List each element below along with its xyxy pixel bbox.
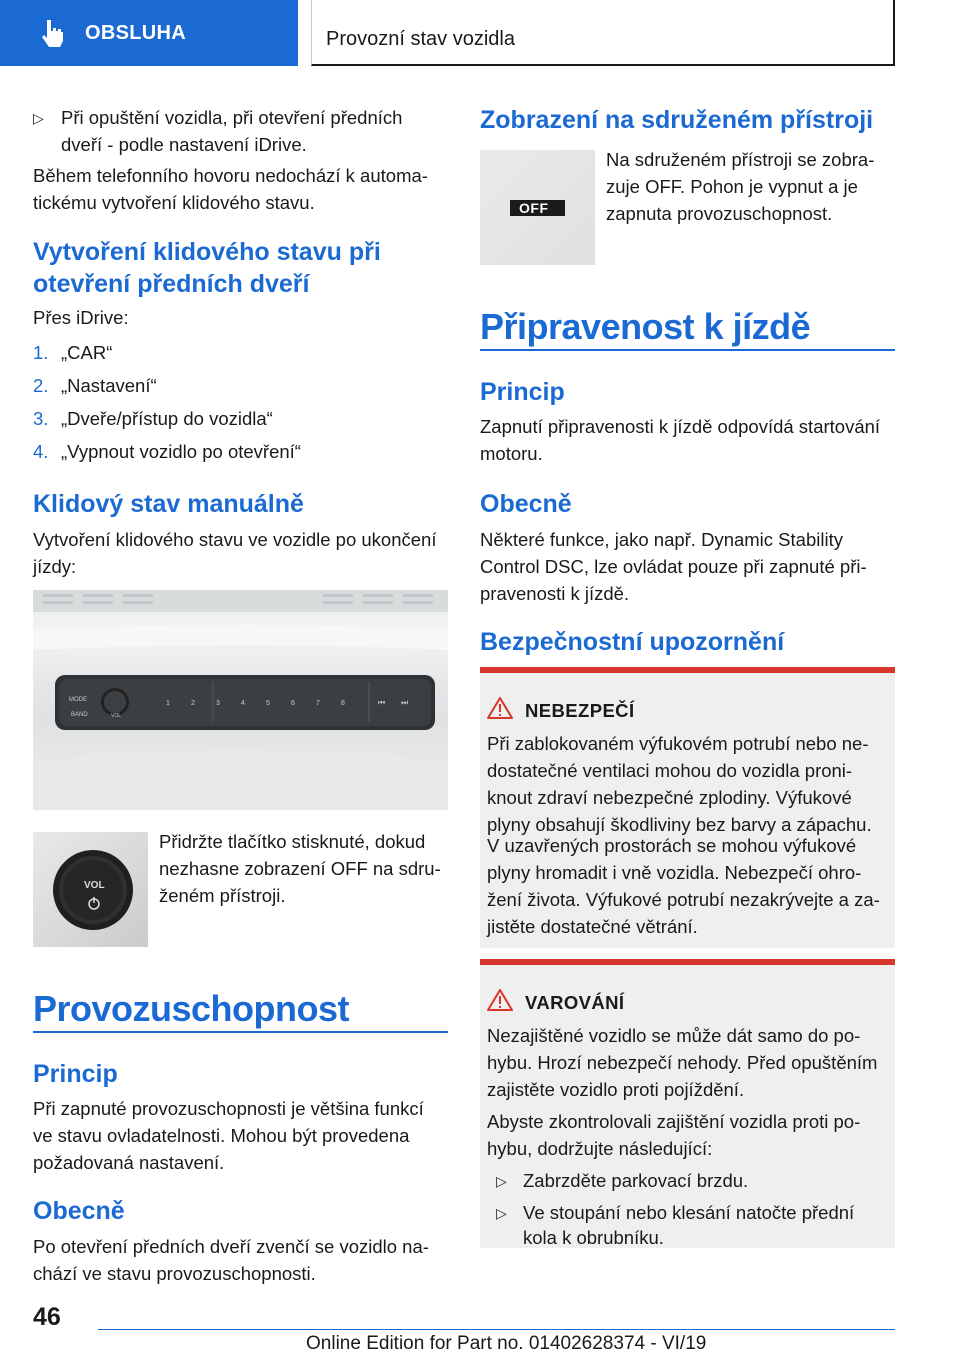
bullet-text-line: Ve stoupání nebo klesání natočte přední (523, 1202, 855, 1223)
bullet-text-line: Zabrzděte parkovací brzdu. (523, 1170, 749, 1191)
notice-text-line: žení života. Výfukové potrubí nezakrývejte a za‐ (487, 889, 880, 910)
notice-text-line: Nezajištěné vozidlo se může dát samo do po‐ (487, 1025, 861, 1046)
next-track-icon: ⏭ (401, 698, 409, 707)
chapter-heading: Provozuschopnost (33, 988, 350, 1029)
section-heading: Obecně (480, 490, 572, 518)
page-number: 46 (33, 1303, 61, 1331)
paragraph-line: Při zapnuté provozuschopnosti je většina funkcí (33, 1098, 424, 1119)
step-text: „Nastavení“ (61, 375, 157, 396)
paragraph-line: Control DSC, lze ovládat pouze při zapnuté při‐ (480, 556, 867, 577)
hand-pointer-icon (38, 18, 66, 48)
warning-title: VAROVÁNÍ (525, 992, 625, 1013)
paragraph-line: Během telefonního hovoru nedochází k automa‐ (33, 165, 428, 186)
footer-edition: Online Edition for Part no. 01402628374 - VI/19 (306, 1333, 707, 1354)
vol-knob-label: VOL (111, 713, 122, 719)
notice-text-line: Abyste zkontrolovali zajištění vozidla proti po‐ (487, 1111, 861, 1132)
triangle-bullet-icon: ▷ (496, 1173, 507, 1189)
notice-text-line: jistěte dostatečné větrání. (487, 916, 698, 937)
page-title: Provozní stav vozidla (326, 28, 515, 50)
step-text: „Dveře/přístup do vozidla“ (61, 408, 273, 429)
paragraph-line: Některé funkce, jako např. Dynamic Stability (480, 529, 843, 550)
section-heading: otevření předních dveří (33, 270, 310, 298)
paragraph-line: chází ve stavu provozuschopnosti. (33, 1263, 316, 1284)
bullet-text-line: dveří - podle nastavení iDrive. (61, 134, 307, 155)
chapter-rule (33, 1031, 448, 1033)
notice-text-line: dostatečné ventilaci mohou do vozidla proni‐ (487, 760, 853, 781)
paragraph-line: požadovaná nastavení. (33, 1152, 225, 1173)
preset-key-label: 5 (266, 700, 270, 707)
paragraph-line: zuje OFF. Pohon je vypnut a je (606, 176, 858, 197)
paragraph-line: Vytvoření klidového stavu ve vozidle po ukončení (33, 529, 437, 550)
bullet-text-line: kola k obrubníku. (523, 1227, 664, 1248)
vol-knob-label: VOL (84, 880, 105, 891)
paragraph-line: motoru. (480, 443, 543, 464)
paragraph-line: jízdy: (33, 556, 77, 577)
notice-text-line: hybu, dodržujte následující: (487, 1138, 713, 1159)
notice-text-line: plyny obsahují škodliviny bez barvy a zápachu. (487, 814, 872, 835)
step-text: „Vypnout vozidlo po otevření“ (61, 441, 301, 462)
section-heading: Bezpečnostní upozornění (480, 628, 785, 656)
notice-text-line: knout zdraví nebezpečné zplodiny. Výfukové (487, 787, 852, 808)
bullet-text-line: Při opuštění vozidla, při otevření předních (61, 107, 403, 128)
preset-key-label: 8 (341, 700, 345, 707)
preset-key-label: 4 (241, 700, 245, 707)
section-heading: Obecně (33, 1197, 125, 1225)
step-number: 3. (33, 408, 49, 429)
preset-key-label: 6 (291, 700, 295, 707)
previous-track-icon: ⏮ (378, 698, 386, 707)
notice-text-line: V uzavřených prostorách se mohou výfukové (487, 835, 857, 856)
preset-key-label: 7 (316, 700, 320, 707)
section-tab-label: OBSLUHA (85, 22, 186, 44)
paragraph-line: ženém přístroji. (159, 885, 286, 906)
triangle-bullet-icon: ▷ (496, 1205, 507, 1221)
section-heading: Princip (480, 378, 565, 406)
step-number: 1. (33, 342, 49, 363)
paragraph-line: nezhasne zobrazení OFF na sdru‐ (159, 858, 441, 879)
paragraph-line: Zapnutí připravenosti k jízdě odpovídá startování (480, 416, 881, 437)
warning-triangle-icon (487, 697, 513, 719)
paragraph-line: zapnuta provozuschopnost. (606, 203, 833, 224)
danger-title: NEBEZPEČÍ (525, 700, 635, 721)
volume-knob-photo (33, 832, 148, 947)
chapter-heading: Připravenost k jízdě (480, 306, 811, 347)
triangle-bullet-icon: ▷ (33, 110, 44, 126)
preset-key-label: 1 (166, 700, 170, 707)
notice-text-line: hybu. Hrozí nebezpečí nehody. Před opuštěním (487, 1052, 878, 1073)
section-tab[interactable] (0, 0, 298, 66)
paragraph-line: Přidržte tlačítko stisknuté, dokud (159, 831, 426, 852)
mode-button-label: MODE (69, 697, 87, 703)
section-heading: Klidový stav manuálně (33, 490, 304, 518)
paragraph-line: Na sdruženém přístroji se zobra‐ (606, 149, 875, 170)
page-header (311, 0, 895, 66)
step-number: 4. (33, 441, 49, 462)
paragraph-line: ve stavu ovladatelnosti. Mohou být provedena (33, 1125, 410, 1146)
cluster-off-photo (480, 150, 595, 265)
warning-triangle-icon (487, 989, 513, 1011)
notice-text-line: zajistěte vozidlo proti pojíždění. (487, 1079, 745, 1100)
preset-key-label: 3 (216, 700, 220, 707)
danger-notice (480, 667, 895, 948)
off-indicator-label: OFF (519, 200, 549, 216)
band-button-label: BAND (71, 712, 88, 718)
step-number: 2. (33, 375, 49, 396)
footer-rule (98, 1329, 895, 1330)
dashboard-photo (33, 590, 448, 810)
paragraph-line: pravenosti k jízdě. (480, 583, 630, 604)
section-heading: Zobrazení na sdruženém přístroji (480, 106, 874, 134)
section-heading: Vytvoření klidového stavu při (33, 238, 381, 266)
notice-text-line: Při zablokovaném výfukovém potrubí nebo ne‐ (487, 733, 869, 754)
paragraph-line: tickému vytvoření klidového stavu. (33, 192, 315, 213)
section-heading: Princip (33, 1060, 118, 1088)
paragraph-line: Přes iDrive: (33, 307, 129, 328)
warning-notice (480, 959, 895, 1248)
chapter-rule (480, 349, 895, 351)
paragraph-line: Po otevření předních dveří zvenčí se vozidlo na‐ (33, 1236, 429, 1257)
step-text: „CAR“ (61, 342, 113, 363)
preset-key-label: 2 (191, 700, 195, 707)
notice-text-line: plyny hromadit i vně vozidla. Nebezpečí ohro‐ (487, 862, 862, 883)
